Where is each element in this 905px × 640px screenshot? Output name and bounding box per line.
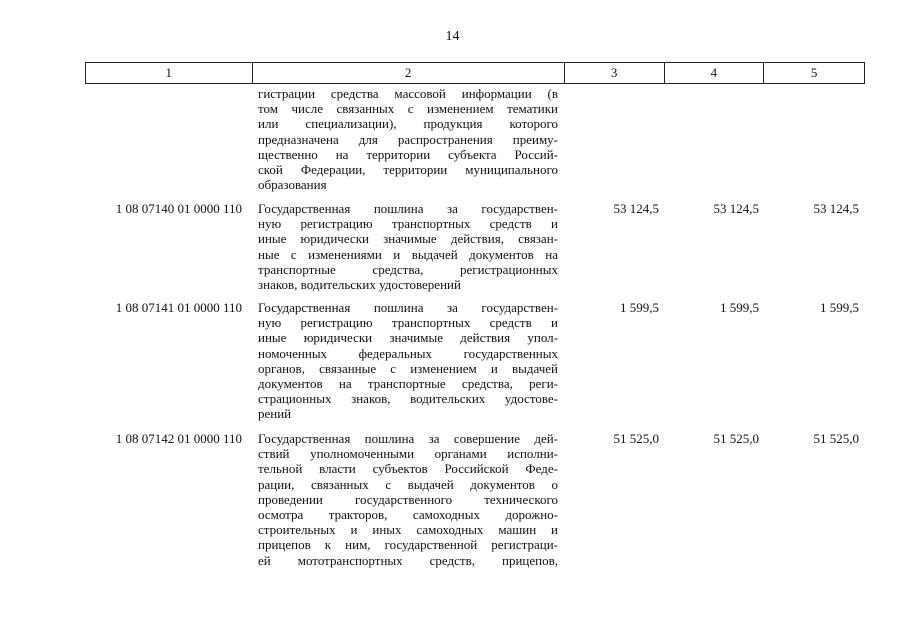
- header-col-4: 4: [665, 63, 765, 83]
- desc-line: ные с изменениями и выдачей документов на: [258, 246, 558, 262]
- row-value-col5: 53 124,5: [813, 201, 859, 216]
- row-value-col3: 51 525,0: [613, 431, 659, 446]
- row-value-col5: 1 599,5: [820, 300, 859, 315]
- desc-line: предназначена для распространения преиму-: [258, 131, 558, 147]
- desc-line: ную регистрацию транспортных средств и: [258, 216, 558, 232]
- row-value-col3: [565, 86, 665, 192]
- table-row: [85, 300, 865, 422]
- desc-line: транспортные средства, регистрационных: [258, 261, 558, 277]
- desc-line: или специализации), продукция которого: [258, 116, 558, 132]
- desc-line: иные юридически значимые действия, связан-: [258, 231, 558, 247]
- row-code: 1 08 07141 01 0000 110: [115, 300, 242, 315]
- desc-line: осмотра тракторов, самоходных дорожно-: [258, 507, 558, 523]
- desc-line: ей мототранспортных средств, прицепов,: [258, 552, 558, 568]
- desc-line: рации, связанных с выдачей документов о: [258, 476, 558, 492]
- row-code: 1 08 07142 01 0000 110: [115, 431, 242, 446]
- row-code: [85, 86, 252, 192]
- row-code: 1 08 07140 01 0000 110: [115, 201, 242, 216]
- table-row: [85, 201, 865, 292]
- header-col-3: 3: [565, 63, 665, 83]
- row-description: [252, 300, 565, 422]
- row-value-col4: 51 525,0: [713, 431, 759, 446]
- desc-line: страционных знаков, водительских удостове-: [258, 391, 558, 407]
- desc-line: прицепов к ним, государственной регистраци-: [258, 537, 558, 553]
- desc-line: рений: [258, 406, 292, 422]
- desc-line: органов, связанные с изменением и выдачей: [258, 360, 558, 376]
- desc-line: ской Федерации, территории муниципального: [258, 162, 558, 178]
- row-value-col3: 53 124,5: [613, 201, 659, 216]
- row-description: [252, 201, 565, 292]
- desc-line: щественно на территории субъекта Россий-: [258, 146, 558, 162]
- desc-line: том числе связанных с изменением тематики: [258, 101, 558, 117]
- desc-line: проведении государственного технического: [258, 491, 558, 507]
- row-value-col5: [765, 86, 865, 192]
- header-col-2: 2: [253, 63, 565, 83]
- desc-line: документов на транспортные средства, реги-: [258, 376, 558, 392]
- desc-line: номоченных федеральных государственных: [258, 345, 558, 361]
- desc-line: иные юридически значимые действия упол-: [258, 330, 558, 346]
- row-value-col4: 1 599,5: [720, 300, 759, 315]
- row-value-col5: 51 525,0: [813, 431, 859, 446]
- row-value-col3: 1 599,5: [620, 300, 659, 315]
- header-col-5: 5: [810, 65, 818, 80]
- desc-line: образования: [258, 177, 327, 193]
- desc-line: Государственная пошлина за государствен-: [258, 300, 558, 315]
- desc-line: строительных и иных самоходных машин и: [258, 522, 558, 538]
- desc-line: ную регистрацию транспортных средств и: [258, 315, 558, 331]
- row-value-col4: 53 124,5: [713, 201, 759, 216]
- page-number: 14: [445, 29, 460, 44]
- table-row: [85, 86, 865, 192]
- desc-line: знаков, водительских удостоверений: [258, 277, 461, 293]
- desc-line: Государственная пошлина за государствен-: [258, 201, 558, 216]
- desc-line: Государственная пошлина за совершение дей-: [258, 431, 558, 446]
- desc-line: ствий уполномоченными органами исполни-: [258, 446, 558, 462]
- table-header-row: [85, 62, 865, 84]
- table-row: [85, 431, 865, 568]
- desc-line: тельной власти субъектов Российской Феде-: [258, 461, 558, 477]
- row-value-col4: [665, 86, 765, 192]
- row-description: [252, 86, 565, 192]
- desc-line: гистрации средства массовой информации (в: [258, 86, 558, 101]
- row-description: [252, 431, 565, 568]
- header-col-1: 1: [86, 63, 253, 83]
